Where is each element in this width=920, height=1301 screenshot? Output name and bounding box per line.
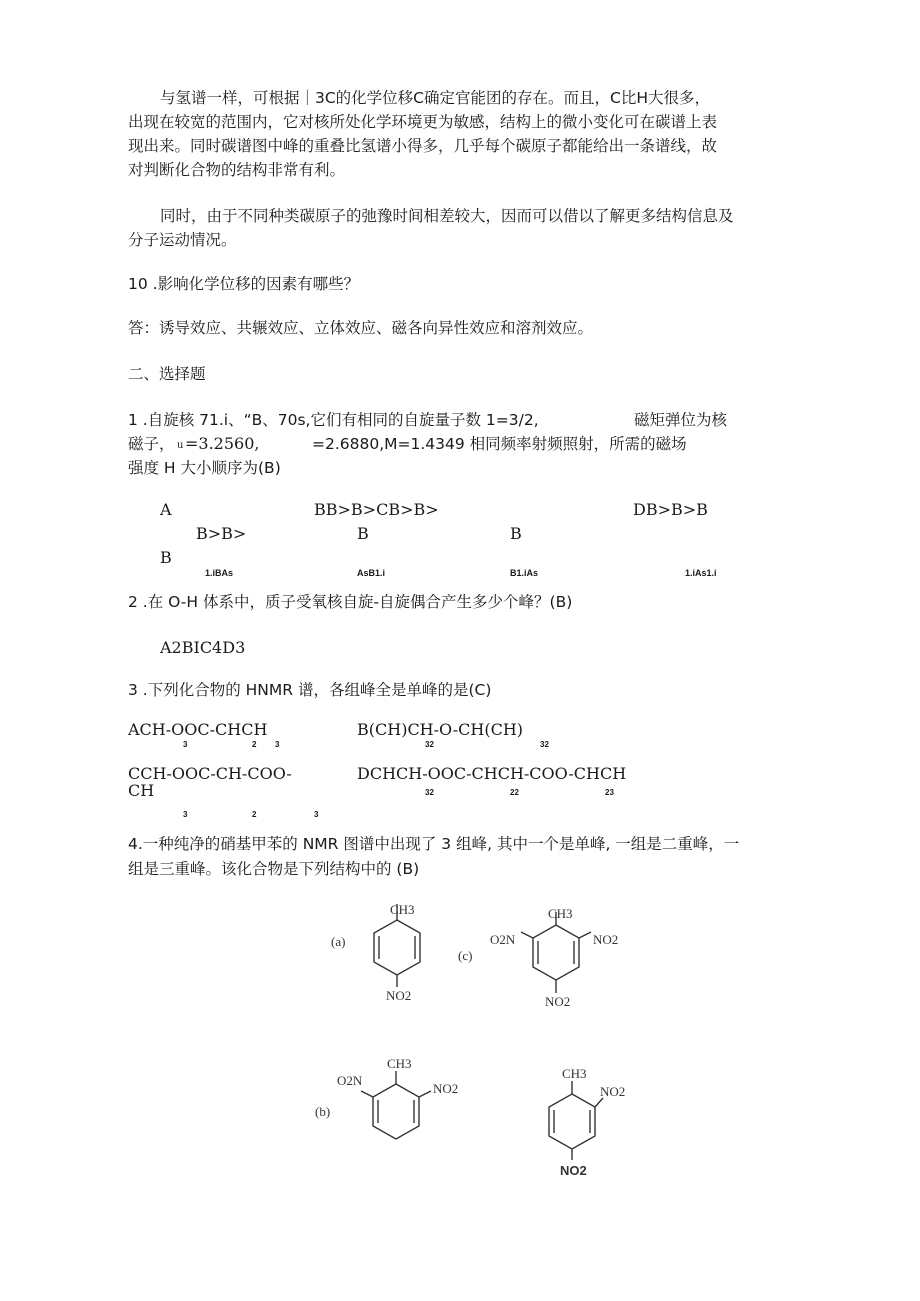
q3-b-sub2: 32 bbox=[540, 740, 549, 749]
q10-answer: 答：诱导效应、共辗效应、立体效应、磁各向异性效应和溶剂效应。 bbox=[128, 319, 594, 337]
para2-line1: 同时，由于不同种类碳原子的弛豫时间相差较大，因而可以借以了解更多结构信息及 bbox=[160, 207, 734, 225]
q3-option-c-line2: CH bbox=[128, 781, 155, 800]
label-c: (c) bbox=[458, 948, 473, 963]
q3-option-d: DCHCH-OOC-CHCH-COO-CHCH bbox=[357, 764, 627, 783]
a-no2: NO2 bbox=[386, 988, 412, 1003]
q3-d-sub3: 23 bbox=[605, 788, 614, 797]
q1-option-a: A bbox=[160, 500, 172, 519]
q3-c-sub3: 3 bbox=[314, 810, 319, 819]
q3-d-sub1: 32 bbox=[425, 788, 434, 797]
structure-c bbox=[521, 912, 591, 993]
b-ch3: CH3 bbox=[387, 1056, 412, 1071]
c-o2n: O2N bbox=[490, 932, 516, 947]
q1-small-3: B1.iAs bbox=[510, 568, 539, 578]
q3-c-sub1: 3 bbox=[183, 810, 188, 819]
c-no2-bottom: NO2 bbox=[545, 994, 571, 1009]
q3-d-sub2: 22 bbox=[510, 788, 519, 797]
q3-a-sub3: 3 bbox=[275, 740, 280, 749]
para1-line3: 现出来。同时碳谱图中峰的重叠比氢谱小得多，几乎每个碳原子都能给出一条谱线，故 bbox=[128, 137, 718, 155]
q1-option-bc: BB>B>CB>B> bbox=[314, 500, 439, 519]
q2-options: A2BIC4D3 bbox=[160, 638, 246, 657]
q1-row2-b: B bbox=[357, 524, 369, 543]
structure-b bbox=[361, 1071, 431, 1139]
para1-line4: 对判断化合物的结构非常有利。 bbox=[128, 161, 346, 179]
q1-row2-c: B bbox=[510, 524, 522, 543]
para1-line2: 出现在较宽的范围内，它对核所处化学环境更为敏感，结构上的微小变化可在碳谱上表 bbox=[128, 113, 718, 131]
section-title: 二、选择题 bbox=[128, 365, 206, 383]
q3-option-c-line1: CCH-OOC-CH-COO- bbox=[128, 764, 292, 783]
q1-row2-a: B>B> bbox=[196, 524, 247, 543]
b-o2n: O2N bbox=[337, 1073, 363, 1088]
label-b: (b) bbox=[315, 1104, 331, 1119]
q3-b-sub1: 32 bbox=[425, 740, 434, 749]
q1-line2b: =3.2560, bbox=[185, 434, 260, 453]
c-no2-right: NO2 bbox=[593, 932, 619, 947]
q1-line2-sub: u bbox=[177, 440, 184, 451]
d-no2-right: NO2 bbox=[600, 1084, 626, 1099]
q1-line3: 强度 H 大小顺序为(B) bbox=[128, 459, 281, 477]
q4-line1: 4.一种纯净的硝基甲苯的 NMR 图谱中出现了 3 组峰, 其中一个是单峰, 一组是二重峰，一 bbox=[128, 835, 740, 853]
q3-a-sub1: 3 bbox=[183, 740, 188, 749]
label-a: (a) bbox=[331, 934, 346, 949]
q1-row3: B bbox=[160, 548, 172, 567]
q3-option-b: B(CH)CH-O-CH(CH) bbox=[357, 720, 524, 739]
q3-a-sub2: 2 bbox=[252, 740, 257, 749]
para1-line1: 与氢谱一样，可根据｜3C的化学位移C确定官能团的存在。而且，C比H大很多， bbox=[160, 89, 710, 107]
b-no2: NO2 bbox=[433, 1081, 459, 1096]
q3-question: 3 .下列化合物的 HNMR 谱，各组峰全是单峰的是(C) bbox=[128, 681, 492, 699]
q1-small-4: 1.iAs1.i bbox=[685, 568, 717, 578]
q3-c-sub2: 2 bbox=[252, 810, 257, 819]
structure-d bbox=[549, 1081, 603, 1160]
a-ch3: CH3 bbox=[390, 902, 415, 917]
d-no2-bottom: NO2 bbox=[560, 1163, 587, 1178]
q1-line1a: 1 .自旋核 71.i、“B、70s,它们有相同的自旋量子数 1=3/2, bbox=[128, 411, 539, 429]
q3-option-a: ACH-OOC-CHCH bbox=[128, 720, 268, 739]
q1-small-2: AsB1.i bbox=[357, 568, 386, 578]
q10-question: 10 .影响化学位移的因素有哪些？ bbox=[128, 275, 360, 293]
q1-line1b: 磁矩弹位为核 bbox=[634, 411, 728, 429]
para2-line2: 分子运动情况。 bbox=[128, 231, 237, 249]
q1-option-d: DB>B>B bbox=[633, 500, 708, 519]
d-ch3: CH3 bbox=[562, 1066, 587, 1081]
c-ch3: CH3 bbox=[548, 906, 573, 921]
q1-line2a: 磁子， bbox=[128, 435, 175, 453]
q1-line2c: =2.6880,M=1.4349 相同频率射频照射，所需的磁场 bbox=[312, 435, 687, 453]
q4-line2: 组是三重峰。该化合物是下列结构中的 (B) bbox=[128, 860, 420, 878]
q1-small-1: 1.iBAs bbox=[205, 568, 234, 578]
q2-question: 2 .在 O-H 体系中，质子受氧核自旋-自旋偶合产生多少个峰？(B) bbox=[128, 593, 573, 611]
